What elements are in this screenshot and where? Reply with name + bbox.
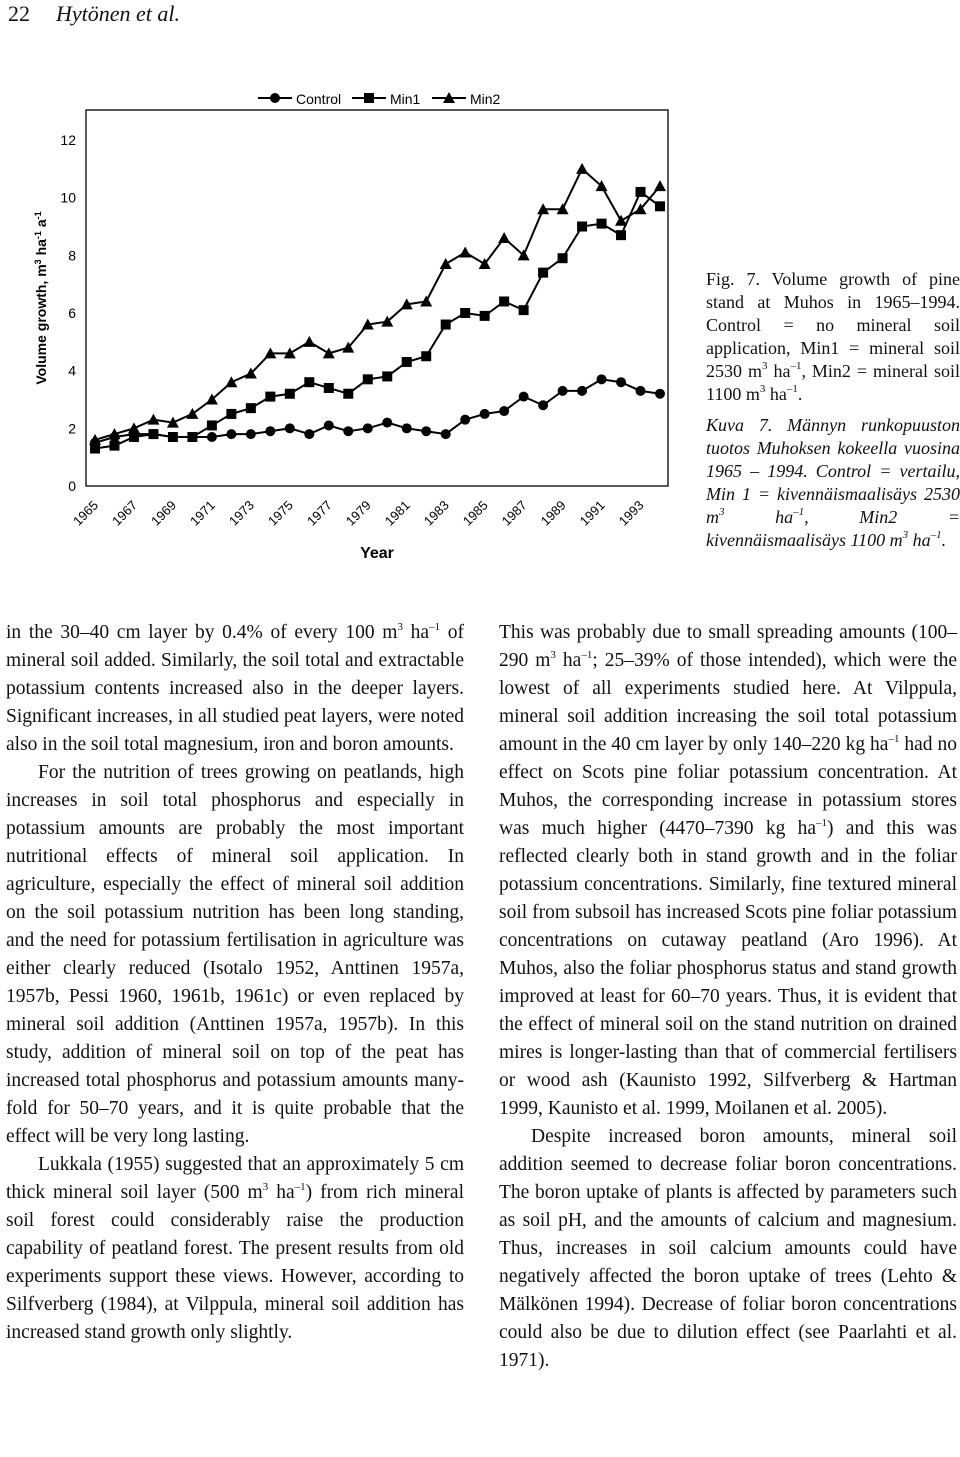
superscript: 3 <box>550 648 556 661</box>
data-point <box>225 376 237 387</box>
data-point <box>519 305 529 315</box>
volume-growth-chart <box>0 70 690 570</box>
data-point <box>246 429 256 439</box>
data-point <box>655 389 665 399</box>
superscript: 3 <box>262 1180 269 1193</box>
data-point <box>616 230 626 240</box>
data-point <box>577 386 587 396</box>
chart-series <box>89 163 666 454</box>
text-run: ha <box>767 361 791 381</box>
text-run: ha <box>724 507 794 527</box>
data-point <box>246 403 256 413</box>
data-point <box>304 429 314 439</box>
data-point <box>480 311 490 321</box>
data-point <box>265 392 275 402</box>
figure-caption <box>706 268 960 552</box>
superscript: 3 <box>759 383 766 395</box>
data-point <box>538 400 548 410</box>
data-point <box>460 308 470 318</box>
superscript: 3 <box>902 529 909 541</box>
paragraph <box>6 619 464 759</box>
data-point <box>129 432 139 442</box>
data-point <box>343 389 353 399</box>
superscript: 3 <box>719 506 725 518</box>
legend-marker <box>364 93 374 103</box>
text-run: ; 25–39% of those intended), which were the lowest of all experiments studied here. At Vilppula, mineral soil addition increasing the soil total potassium amount in the 40 cm layer by only 140–220 kg ha <box>499 650 957 755</box>
text-run: Fig. 7. Volume growth of pine stand at Muhos in 1965–1994. Control = no mineral soil application, Min1 = mineral soil 2530 m <box>706 269 960 381</box>
x-tick-label: 1991 <box>576 497 608 529</box>
data-point <box>363 374 373 384</box>
y-tick-label: 2 <box>68 420 76 437</box>
data-point <box>226 429 236 439</box>
data-point <box>440 258 452 269</box>
caption-finnish <box>706 414 960 552</box>
data-point <box>90 444 100 454</box>
data-point <box>441 429 451 439</box>
x-tick-label: 1975 <box>264 497 296 529</box>
data-point <box>402 357 412 367</box>
x-tick-label: 1983 <box>420 497 452 529</box>
data-point <box>460 415 470 425</box>
data-point <box>558 386 568 396</box>
legend-label: Min1 <box>390 91 421 107</box>
data-point <box>147 414 159 425</box>
y-tick-label: 12 <box>60 132 76 148</box>
data-point <box>519 392 529 402</box>
superscript: –1 <box>429 620 441 633</box>
superscript: –1 <box>930 529 942 541</box>
text-run: ha <box>555 650 582 671</box>
y-tick-label: 8 <box>68 247 76 264</box>
data-point <box>402 423 412 433</box>
data-point <box>636 187 646 197</box>
data-point <box>576 163 588 174</box>
legend-marker <box>270 93 280 103</box>
paragraph <box>6 1151 464 1347</box>
data-point <box>459 246 471 257</box>
running-head <box>8 0 180 28</box>
data-point <box>480 409 490 419</box>
x-tick-label: 1969 <box>147 497 180 529</box>
data-point <box>382 418 392 428</box>
running-author: Hytönen et al. <box>56 1 181 26</box>
data-point <box>655 201 665 211</box>
x-tick-label: 1977 <box>303 497 335 529</box>
data-point <box>597 374 607 384</box>
data-point <box>421 426 431 436</box>
data-point <box>109 441 119 451</box>
x-axis-label: Year <box>360 545 394 562</box>
superscript: –1 <box>816 816 828 829</box>
data-point <box>498 232 510 243</box>
series-line-control <box>95 379 660 442</box>
x-tick-label: 1979 <box>342 497 374 529</box>
x-tick-label: 1985 <box>459 497 491 529</box>
text-run: , Min2 = mineral soil 1100 m <box>706 361 960 404</box>
data-point <box>324 383 334 393</box>
series-min1 <box>90 187 665 454</box>
superscript: –1 <box>581 648 593 661</box>
x-tick-label: 1989 <box>537 497 569 529</box>
data-point <box>421 351 431 361</box>
data-point <box>577 222 587 232</box>
data-point <box>303 336 315 347</box>
superscript: –1 <box>294 1180 306 1193</box>
data-point <box>363 423 373 433</box>
chart-legend <box>258 91 501 107</box>
superscript: 3 <box>397 620 403 633</box>
y-tick-label: 4 <box>68 362 76 379</box>
paragraph <box>6 759 464 1151</box>
data-point <box>207 420 217 430</box>
y-tick-label: 6 <box>68 305 76 321</box>
text-run: in the 30–40 cm layer by 0.4% of every 100 m <box>6 622 398 643</box>
text-run: ha <box>268 1182 295 1203</box>
text-run: , Min2 = kivennäismaalisäys 1100 m <box>706 507 960 550</box>
data-point <box>382 371 392 381</box>
superscript: –1 <box>888 732 900 745</box>
data-point <box>285 389 295 399</box>
data-point <box>558 253 568 263</box>
data-point <box>128 422 140 433</box>
y-axis-ticks <box>60 132 76 494</box>
data-point <box>168 432 178 442</box>
data-point <box>285 423 295 433</box>
data-point <box>654 180 666 191</box>
data-point <box>148 429 158 439</box>
data-point <box>597 219 607 229</box>
data-point <box>499 406 509 416</box>
text-run: ha <box>402 622 430 643</box>
paragraph <box>499 619 957 1123</box>
superscript: –1 <box>786 383 798 395</box>
data-point <box>187 432 197 442</box>
body-column-right <box>499 619 957 1375</box>
paragraph <box>499 1123 957 1375</box>
legend-label: Min2 <box>470 91 501 107</box>
data-point <box>441 320 451 330</box>
text-run: . <box>797 384 803 404</box>
data-point <box>616 377 626 387</box>
data-point <box>538 268 548 278</box>
data-point <box>499 296 509 306</box>
text-run: of mineral soil added. Similarly, the soil total and extractable potassium contents increased also in the deeper layers. Significant increases, in all studied peat layers, were noted also in the soil total magnesium, iron and boron amounts. <box>6 622 464 755</box>
y-axis-label: Volume growth, $m^3$ $ha^{-1}$ $a^{-1}$ <box>33 211 49 385</box>
superscript: –1 <box>790 360 802 372</box>
text-run: Kuva 7. Männyn runkopuuston tuotos Muhoksen kokeella vuosina 1965 – 1994. Control = vertailu, Min 1 = kivennäismaalisäys 2530 m <box>706 415 960 527</box>
text-run: had no effect on Scots pine foliar potassium concentration. At Muhos, the corresponding increase in potassium stores was much higher (4470–7390 kg ha <box>499 734 957 839</box>
data-point <box>226 409 236 419</box>
x-tick-label: 1993 <box>615 497 647 529</box>
text-run: . <box>941 530 947 550</box>
text-run: Lukkala (1955) suggested that an approximately 5 cm thick mineral soil layer (500 m <box>6 1154 464 1203</box>
x-tick-label: 1971 <box>186 497 219 529</box>
data-point <box>207 432 217 442</box>
x-tick-label: 1973 <box>225 497 257 529</box>
caption-english <box>706 268 960 406</box>
series-min2 <box>89 163 666 445</box>
x-tick-label: 1967 <box>109 497 141 529</box>
superscript: –1 <box>793 506 805 518</box>
text-run: For the nutrition of trees growing on peatlands, high increases in soil total phosphorus and especially in potassium amounts are probably the most important nutritional effects of mineral soil application. In agriculture, especially the effect of mineral soil addition on the soil potassium nutrition has been long standing, and the need for potassium fertilisation in agriculture was either clearly reduced (Isotalo 1952, Anttinen 1957a, 1957b, Pessi 1960, 1961b, 1961c) or even replaced by mineral soil addition (Anttinen 1957a, 1957b). In this study, addition of mineral soil on top of the peat has increased total phosphorus and potassium amounts many-fold for 50–70 years, and it is quite probable that the effect will be very long lasting. <box>6 762 464 1147</box>
y-tick-label: 0 <box>68 478 76 494</box>
y-tick-label: 10 <box>60 189 76 206</box>
data-point <box>636 386 646 396</box>
page-number: 22 <box>8 1 30 26</box>
x-axis-ticks <box>70 498 647 529</box>
text-run: Despite increased boron amounts, mineral soil addition seemed to decrease foliar boron concentrations. The boron uptake of plants is affected by parameters such as soil pH, and the amounts of calcium and magnesium. Thus, increases in soil calcium amounts could have negatively affected the boron uptake of trees (Lehto & Mälkönen 1994). Decrease of foliar boron concentrations could also be due to dilution effect (see Paarlahti et al. 1971). <box>499 1126 957 1371</box>
text-run: ) from rich mineral soil forest could considerably raise the production capability of peatland forest. The present results from old experiments support these views. However, according to Silfverberg (1984), at Vilppula, mineral soil addition has increased stand growth only slightly. <box>6 1182 464 1343</box>
data-point <box>343 426 353 436</box>
series-line-min2 <box>95 169 660 440</box>
text-run: ) and this was reflected clearly both in stand growth and in the foliar potassium concentrations. Similarly, fine textured mineral soil from subsoil has increased Scots pine foliar potassium concentrations on cutaway peatland (Aro 1996). At Muhos, also the foliar phosphorus status and stand growth improved at least for 60–70 years. Thus, it is evident that the effect of mineral soil on the stand nutrition on drained mires is longer-lasting than that of commercial fertilisers or wood ash (Kaunisto 1992, Silfverberg & Hartman 1999, Kaunisto et al. 1999, Moilanen et al. 2005). <box>499 818 957 1119</box>
data-point <box>304 377 314 387</box>
x-tick-label: 1981 <box>381 497 413 529</box>
legend-label: Control <box>296 91 342 107</box>
data-point <box>265 426 275 436</box>
data-point <box>615 215 627 226</box>
data-point <box>420 295 432 306</box>
x-tick-label: 1965 <box>70 497 102 529</box>
x-tick-label: 1987 <box>498 497 530 529</box>
data-point <box>324 420 334 430</box>
text-run: ha <box>765 384 787 404</box>
text-run: This was probably due to small spreading amounts (100–290 m <box>499 622 957 671</box>
text-run: ha <box>908 530 931 550</box>
body-column-left <box>6 619 464 1347</box>
superscript: 3 <box>761 360 768 372</box>
series-line-min1 <box>95 192 660 449</box>
